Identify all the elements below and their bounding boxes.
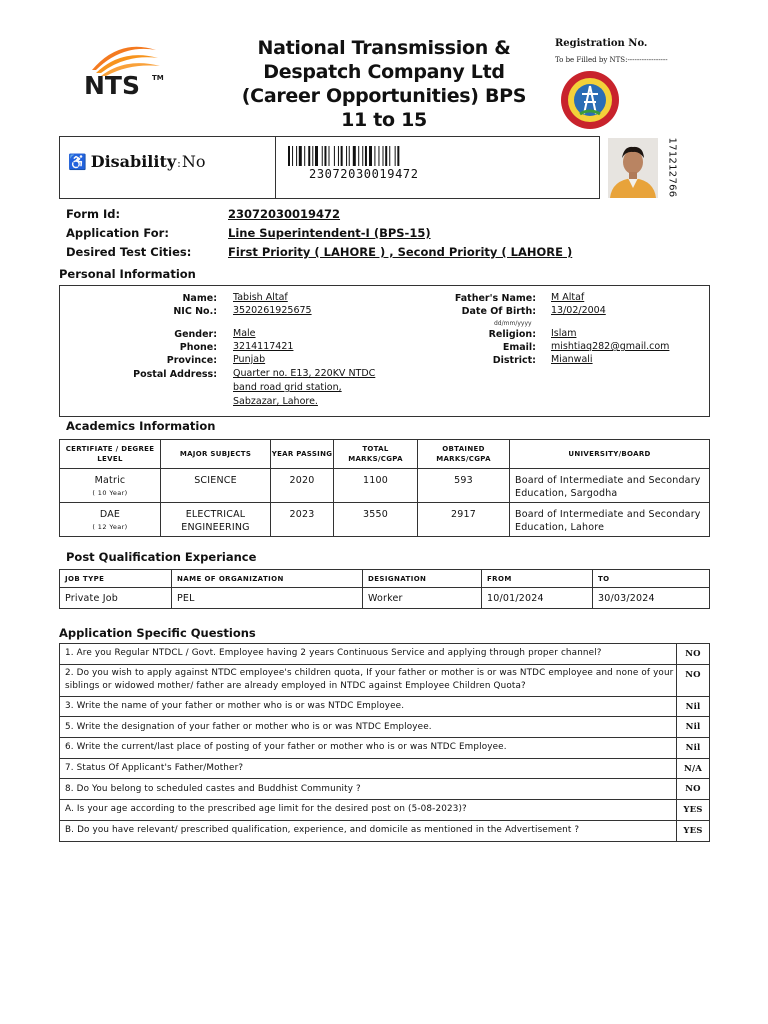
answer-value: NO [677, 779, 710, 800]
answer-value: Nil [677, 696, 710, 717]
cell-obtained: 593 [418, 469, 510, 503]
cell-year: 2020 [271, 469, 334, 503]
disability-value: No [181, 152, 206, 171]
questions-title: Application Specific Questions [59, 626, 256, 640]
barcode-bar [322, 146, 323, 166]
level-text: Matric [94, 475, 126, 486]
answer-value: YES [677, 820, 710, 841]
barcode-bar [378, 146, 379, 166]
questions-table [59, 643, 710, 842]
table-row [60, 664, 710, 696]
col-job-type: JOB TYPE [60, 570, 172, 588]
nts-logo [74, 40, 174, 100]
col-designation: DESIGNATION [363, 570, 482, 588]
cell-to: 30/03/2024 [593, 588, 710, 609]
applicant-photo [608, 138, 658, 198]
barcode-bar [395, 146, 396, 166]
answer-value: YES [677, 800, 710, 821]
col-from: FROM [482, 570, 593, 588]
barcode-bar [349, 146, 350, 166]
table-row [60, 738, 710, 759]
card-divider [275, 136, 276, 199]
disability-separator: : [177, 157, 181, 170]
barcode-bar [365, 146, 367, 166]
col-major-subjects: MAJOR SUBJECTS [161, 440, 271, 469]
table-row [60, 800, 710, 821]
barcode-bar [353, 146, 356, 166]
phone-value: 3214117421 [233, 341, 294, 352]
barcode-bar [385, 146, 387, 166]
question-text: B. Do you have relevant/ prescribed qualification, experience, and domicile as mentioned in the Advertisement ? [60, 820, 677, 841]
disability-label: Disability [90, 152, 177, 171]
cell-from: 10/01/2024 [482, 588, 593, 609]
cell-level [60, 503, 161, 537]
academics-title: Academics Information [66, 419, 216, 433]
email-label: Email: [502, 342, 536, 353]
barcode-bar [288, 146, 290, 166]
barcode-bar [299, 146, 302, 166]
barcode [288, 146, 442, 166]
col-to: TO [593, 570, 710, 588]
dob-value: 13/02/2004 [551, 305, 606, 316]
table-row [60, 820, 710, 841]
registration-label: Registration No. [555, 38, 648, 49]
gender-value: Male [233, 328, 256, 339]
cell-subjects: ELECTRICAL ENGINEERING [161, 503, 271, 537]
vertical-reference-number: 171212766 [666, 137, 678, 198]
barcode-bar [362, 146, 363, 166]
col-total-marks: TOTAL MARKS/CGPA [334, 440, 418, 469]
barcode-bar [296, 146, 297, 166]
question-text: 5. Write the designation of your father or mother who is or was NTDC Employee. [60, 717, 677, 738]
barcode-bar [383, 146, 384, 166]
wheelchair-icon: ♿ [68, 153, 87, 171]
cell-subjects: SCIENCE [161, 469, 271, 503]
barcode-bar [389, 146, 390, 166]
barcode-bar [304, 146, 305, 166]
table-row [60, 469, 710, 503]
address-label: Postal Address: [133, 369, 217, 380]
academics-header-row [60, 440, 710, 469]
question-text: 3. Write the name of your father or mother who is or was NTDC Employee. [60, 696, 677, 717]
experience-header-row [60, 570, 710, 588]
col-degree-level: CERTIFIATE / DEGREE LEVEL [60, 440, 161, 469]
cell-total: 1100 [334, 469, 418, 503]
registration-fill-line: To be Filled by NTS:----------------- [555, 56, 668, 64]
barcode-bar [308, 146, 310, 166]
barcode-bar [324, 146, 326, 166]
answer-value: Nil [677, 717, 710, 738]
barcode-bar [312, 146, 313, 166]
table-row [60, 644, 710, 665]
nic-value: 3520261925675 [233, 305, 312, 316]
test-cities-value: First Priority ( LAHORE ) , Second Priority ( LAHORE ) [228, 245, 573, 259]
answer-value: NO [677, 664, 710, 696]
form-id-label: Form Id: [66, 207, 121, 221]
address-line-2: band road grid station, [233, 382, 342, 393]
barcode-bar [341, 146, 343, 166]
barcode-bar [374, 146, 375, 166]
nic-label: NIC No.: [173, 306, 217, 317]
father-name-value: M Altaf [551, 292, 585, 303]
answer-value: N/A [677, 758, 710, 779]
answer-value: NO [677, 644, 710, 665]
phone-label: Phone: [179, 342, 217, 353]
table-row [60, 779, 710, 800]
application-for-label: Application For: [66, 226, 169, 240]
religion-label: Religion: [488, 329, 536, 340]
dob-label: Date Of Birth: [461, 306, 536, 317]
table-row [60, 717, 710, 738]
table-row [60, 503, 710, 537]
barcode-bar [334, 146, 335, 166]
district-label: District: [492, 355, 536, 366]
religion-value: Islam [551, 328, 577, 339]
barcode-bar [338, 146, 339, 166]
barcode-number: 23072030019472 [309, 167, 419, 181]
question-text: A. Is your age according to the prescribed age limit for the desired post on (5-08-2023)? [60, 800, 677, 821]
experience-title: Post Qualification Experiance [66, 550, 257, 564]
col-organization: NAME OF ORGANIZATION [172, 570, 363, 588]
test-cities-label: Desired Test Cities: [66, 245, 192, 259]
cell-job-type: Private Job [60, 588, 172, 609]
question-text: 7. Status Of Applicant's Father/Mother? [60, 758, 677, 779]
gender-label: Gender: [174, 329, 217, 340]
question-text: 8. Do You belong to scheduled castes and Buddhist Community ? [60, 779, 677, 800]
cell-obtained: 2917 [418, 503, 510, 537]
level-text: DAE [99, 509, 121, 520]
question-text: 1. Are you Regular NTDCL / Govt. Employee having 2 years Continuous Service and applying through proper channel? [60, 644, 677, 665]
cell-year: 2023 [271, 503, 334, 537]
svg-text:NTS: NTS [84, 71, 140, 100]
cell-designation: Worker [363, 588, 482, 609]
barcode-bar [329, 146, 330, 166]
table-row [60, 758, 710, 779]
level-sub-text: ( 10 Year) [92, 489, 128, 497]
province-value: Punjab [233, 354, 266, 365]
answer-value: Nil [677, 738, 710, 759]
disability-status [68, 152, 205, 171]
table-row [60, 696, 710, 717]
svg-text:TM: TM [152, 74, 164, 82]
table-row [60, 588, 710, 609]
cell-board: Board of Intermediate and Secondary Education, Sargodha [510, 469, 710, 503]
name-value: Tabish Altaf [233, 292, 288, 303]
form-id-value: 23072030019472 [228, 207, 341, 221]
question-text: 6. Write the current/last place of posting of your father or mother who is or was NTDC Employee. [60, 738, 677, 759]
cell-organization: PEL [172, 588, 363, 609]
application-for-value: Line Superintendent-I (BPS-15) [228, 226, 431, 240]
academics-table [59, 439, 710, 537]
barcode-bar [369, 146, 372, 166]
address-line-1: Quarter no. E13, 220KV NTDC [233, 368, 376, 379]
father-name-label: Father's Name: [454, 293, 536, 304]
email-value: mishtiaq282@gmail.com [551, 341, 670, 352]
personal-info-title: Personal Information [59, 267, 196, 281]
cell-total: 3550 [334, 503, 418, 537]
col-university-board: UNIVERSITY/BOARD [510, 440, 710, 469]
cell-level [60, 469, 161, 503]
barcode-bar [315, 146, 318, 166]
province-label: Province: [166, 355, 217, 366]
page-title: National Transmission & Despatch Company Ltd (Career Opportunities) BPS 11 to 15 [241, 37, 527, 131]
barcode-bar [292, 146, 293, 166]
level-sub-text: ( 12 Year) [92, 523, 128, 531]
district-value: Mianwali [551, 354, 593, 365]
cell-board: Board of Intermediate and Secondary Education, Lahore [510, 503, 710, 537]
experience-table [59, 569, 710, 609]
barcode-bar [397, 146, 399, 166]
dob-format-hint: dd/mm/yyyy [494, 320, 532, 327]
barcode-bar [358, 146, 359, 166]
col-year-passing: YEAR PASSING [271, 440, 334, 469]
address-line-3: Sabzazar, Lahore. [233, 396, 318, 407]
question-text: 2. Do you wish to apply against NTDC employee's children quota, If your father or mother is or was NTDC employee and none of your siblings or widowed mother/ father are already employed in NTDC against Employee Children Quota? [60, 664, 677, 696]
ntdc-seal-icon [560, 70, 620, 130]
barcode-bar [346, 146, 347, 166]
name-label: Name: [182, 293, 217, 304]
col-obtained-marks: OBTAINED MARKS/CGPA [418, 440, 510, 469]
